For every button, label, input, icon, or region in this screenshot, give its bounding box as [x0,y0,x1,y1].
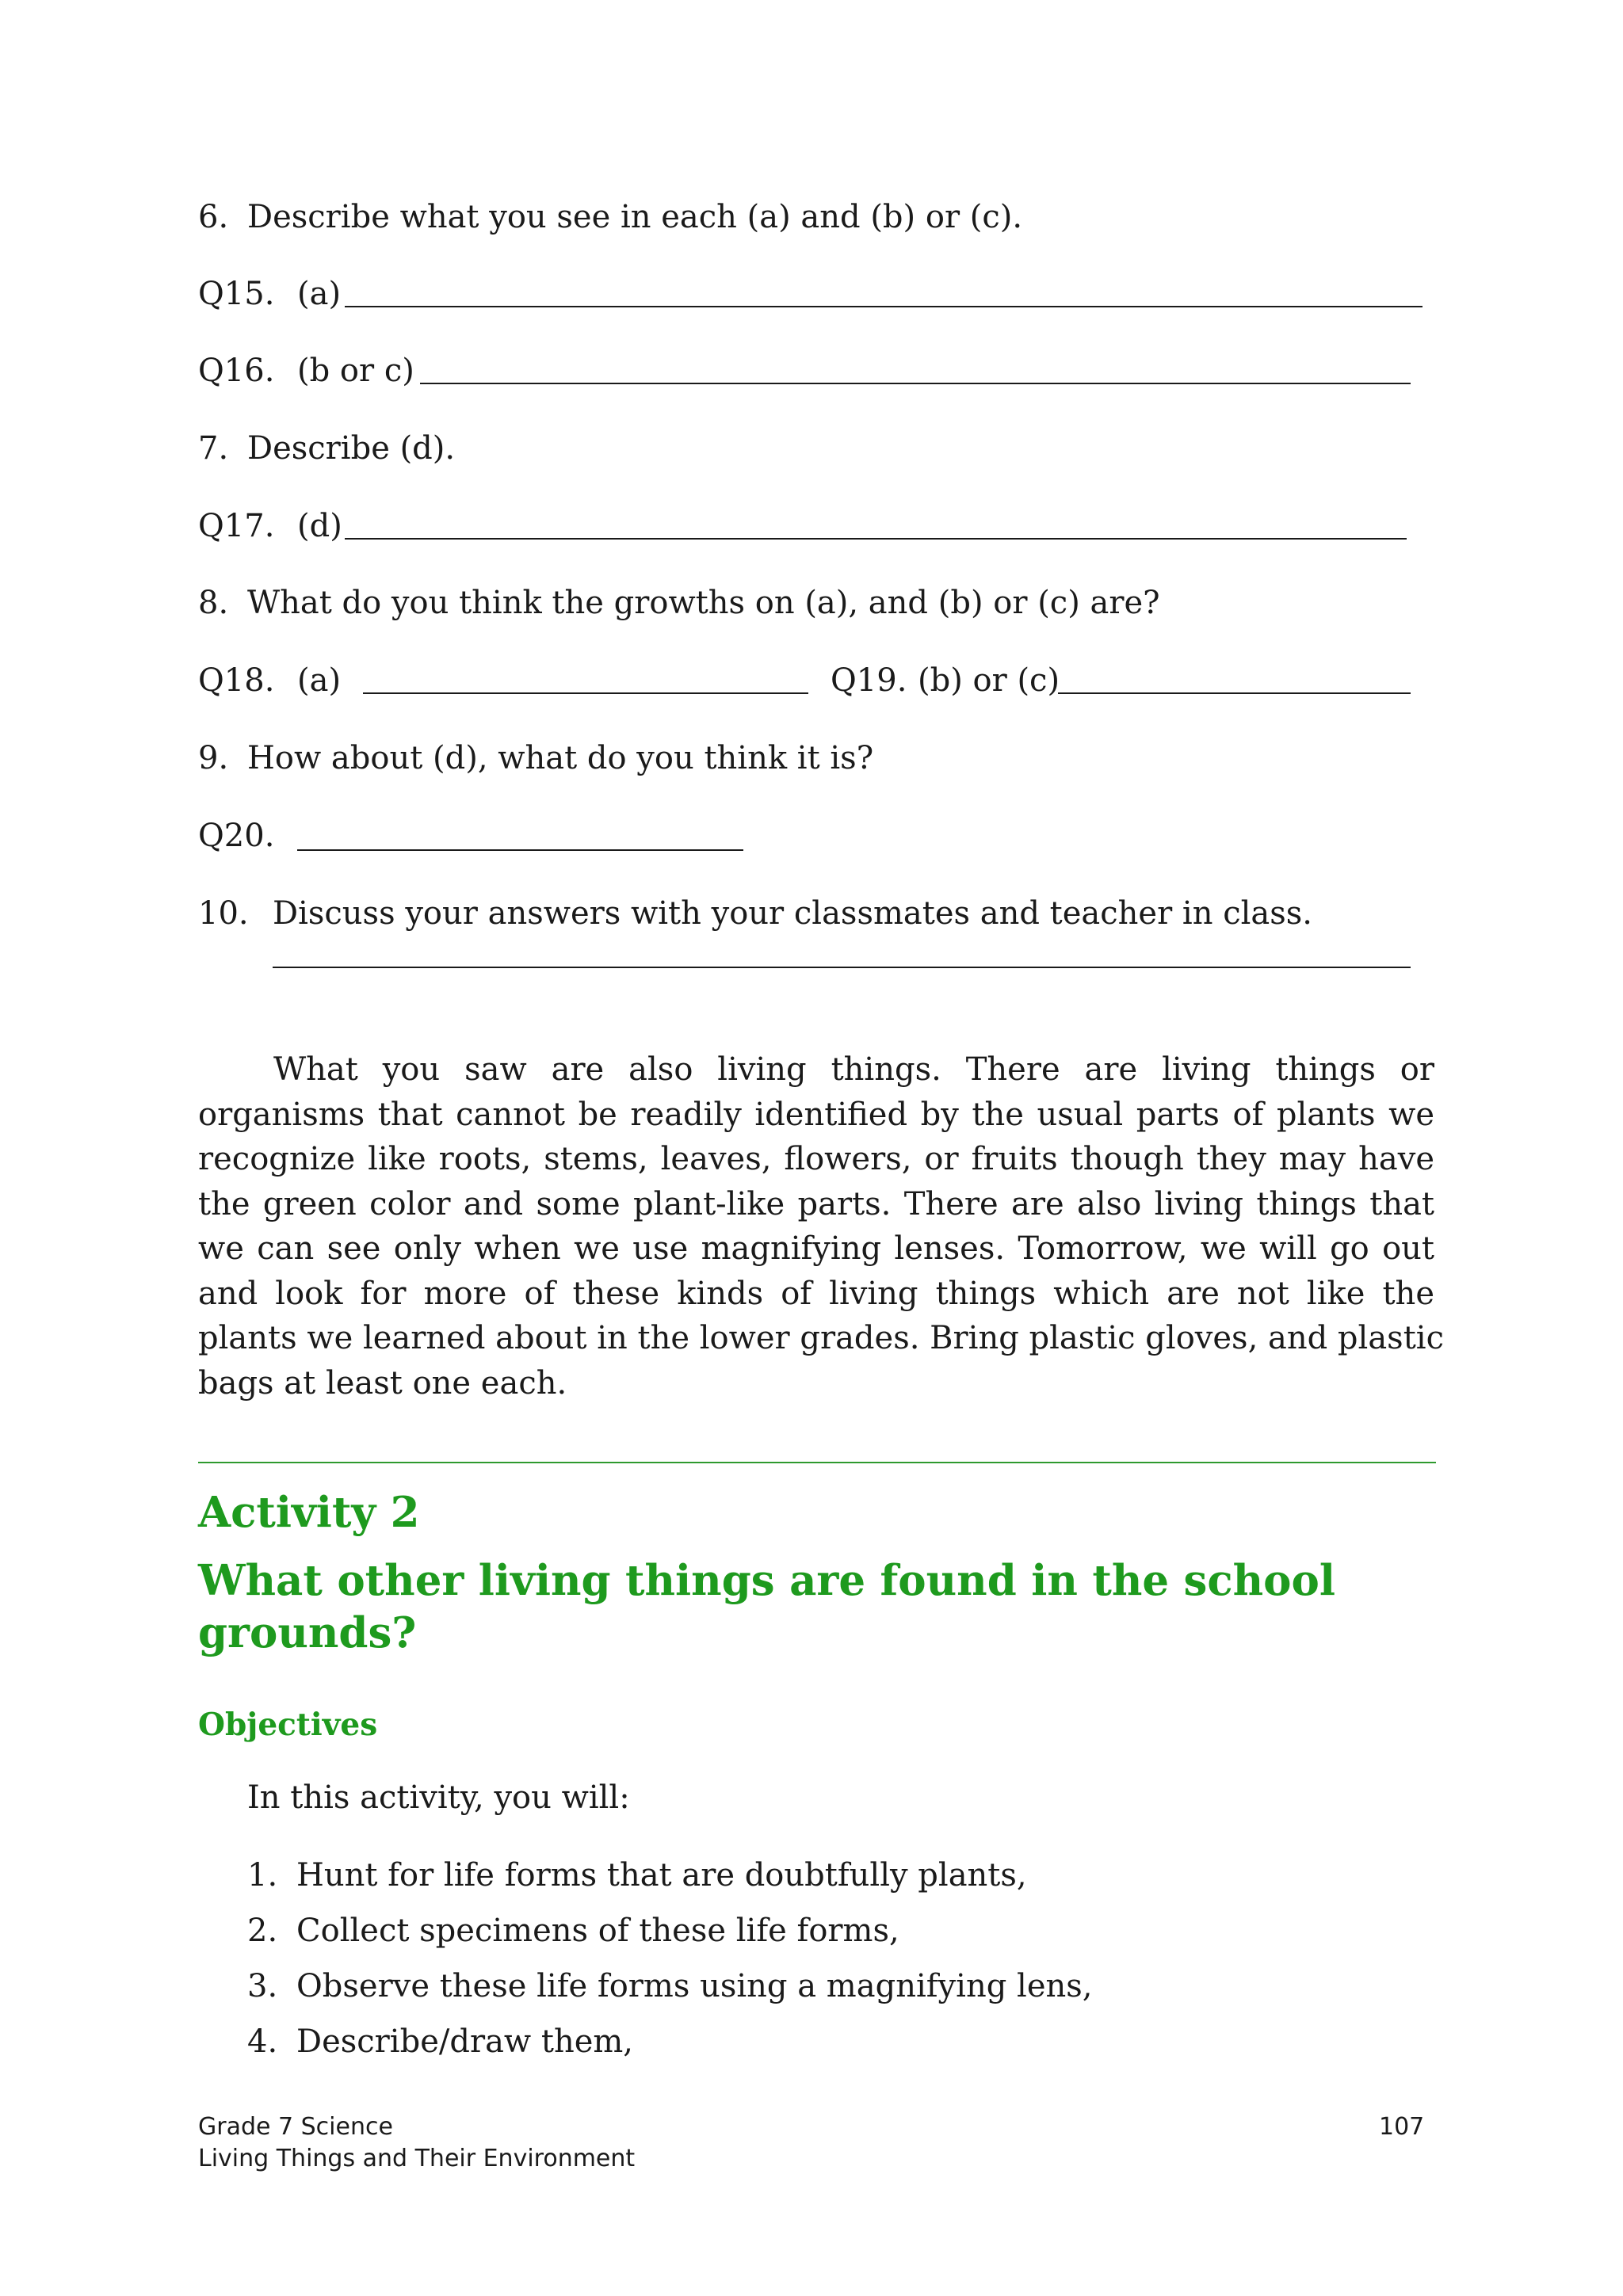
body-paragraph [198,1047,1444,1405]
answer-sublabel: (b) or (c) [918,662,1060,699]
objective-item-2 [247,1912,899,1950]
answer-q18 [198,662,341,700]
answer-line-q20[interactable] [297,849,743,851]
footer-unit: Living Things and Their Environment [198,2145,636,2172]
answer-label: Q18. [198,662,275,699]
paragraph-line: What you saw are also living things. There are living things or [273,1051,1434,1088]
paragraph-line: and look for more of these kinds of living things which are not like the [198,1275,1434,1312]
page-number: 107 [1379,2113,1425,2141]
objective-text: Hunt for life forms that are doubtfully plants, [296,1857,1027,1894]
question-number: 9. [198,740,229,776]
answer-label: Q17. [198,508,275,544]
question-text: How about (d), what do you think it is? [247,740,874,776]
answer-q16 [198,352,414,390]
answer-line-q16[interactable] [420,383,1411,384]
objectives-heading: Objectives [198,1707,378,1743]
objective-text: Observe these life forms using a magnifying lens, [296,1968,1093,2004]
question-text: Discuss your answers with your classmates and teacher in class. [273,895,1313,932]
answer-sublabel: (b or c) [297,353,414,389]
answer-label: Q19. [831,662,907,699]
activity-title: Activity 2 [198,1488,420,1537]
question-number: 7. [198,430,229,467]
question-6 [198,198,1022,236]
answer-line-q19[interactable] [1058,692,1411,694]
question-number: 10. [198,895,249,932]
question-8 [198,584,1160,622]
objective-text: Describe/draw them, [296,2023,634,2060]
objectives-intro: In this activity, you will: [247,1779,630,1816]
answer-label: Q15. [198,276,275,312]
answer-q20 [198,817,274,855]
answer-line-q17[interactable] [345,538,1407,540]
answer-q19 [831,662,1060,700]
objective-number: 4. [247,2023,278,2060]
question-number: 6. [198,199,229,235]
objective-item-1 [247,1856,1027,1894]
answer-sublabel: (d) [297,508,342,544]
paragraph-line: bags at least one each. [198,1364,567,1402]
answer-line-q10[interactable] [273,967,1411,968]
footer-course: Grade 7 Science [198,2113,393,2141]
objective-item-3 [247,1967,1093,2005]
paragraph-line: organisms that cannot be readily identified by the usual parts of plants we [198,1096,1434,1133]
answer-q15 [198,275,341,313]
answer-sublabel: (a) [297,276,342,312]
question-10 [198,894,1312,933]
paragraph-line: plants we learned about in the lower grades. Bring plastic gloves, and plastic [198,1320,1444,1356]
question-text: Describe what you see in each (a) and (b) or (c). [247,199,1023,235]
answer-label: Q16. [198,353,275,389]
paragraph-line: recognize like roots, stems, leaves, flowers, or fruits though they may have [198,1141,1434,1177]
question-text: Describe (d). [247,430,456,467]
section-divider [198,1462,1436,1463]
question-9 [198,739,873,777]
answer-sublabel: (a) [297,662,342,699]
objective-item-4 [247,2023,633,2061]
objective-number: 3. [247,1968,278,2004]
answer-line-q18[interactable] [363,692,808,694]
objective-number: 2. [247,1913,278,1949]
answer-q17 [198,507,342,545]
question-text: What do you think the growths on (a), and (b) or (c) are? [247,585,1160,621]
question-number: 8. [198,585,229,621]
activity-question-line-1: What other living things are found in the school [198,1556,1336,1605]
paragraph-line: we can see only when we use magnifying lenses. Tomorrow, we will go out [198,1230,1434,1267]
activity-question-line-2: grounds? [198,1608,417,1657]
paragraph-line: the green color and some plant-like parts. There are also living things that [198,1185,1434,1222]
answer-label: Q20. [198,818,275,854]
answer-line-q15[interactable] [345,306,1423,307]
objective-number: 1. [247,1857,278,1894]
question-7 [198,429,455,467]
objective-text: Collect specimens of these life forms, [296,1913,899,1949]
